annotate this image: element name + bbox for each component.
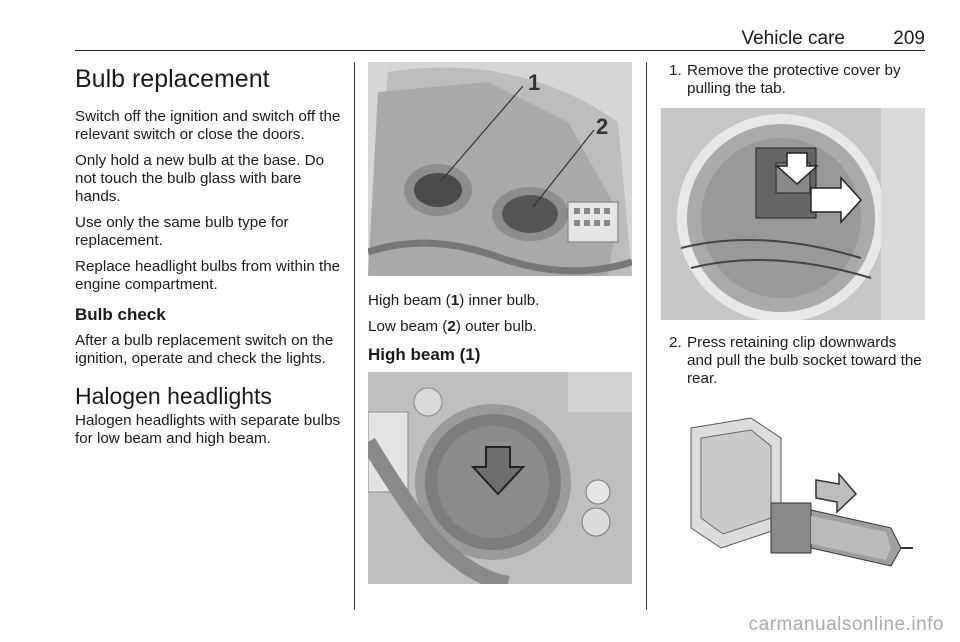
callout-2: 2 bbox=[596, 114, 609, 139]
caption-high-beam: High beam (1) inner bulb. bbox=[368, 292, 540, 309]
column-text bbox=[75, 62, 343, 456]
paragraph-bulb-type: Use only the same bulb type for replacement. bbox=[75, 214, 289, 249]
watermark-text: carmanualsonline.info bbox=[748, 614, 944, 635]
paragraph-hold-bulb: Only hold a new bulb at the base. Do not touch the bulb glass with bare hands. bbox=[75, 152, 325, 205]
column-divider-left bbox=[354, 62, 355, 610]
remove-cover-illustration bbox=[661, 108, 925, 320]
figure-high-beam-cover bbox=[368, 372, 632, 584]
figure-remove-cover bbox=[661, 108, 925, 320]
steps-list bbox=[661, 62, 925, 98]
paragraph-bulb-check: After a bulb replacement switch on the ignition, operate and check the lights. bbox=[75, 332, 334, 367]
page-number: 209 bbox=[893, 28, 925, 49]
figure-headlight-rear bbox=[368, 62, 632, 276]
heading-high-beam: High beam (1) bbox=[368, 345, 481, 364]
step-1: 1. Remove the protective cover by pulling the tab. bbox=[669, 62, 901, 97]
headlight-rear-illustration bbox=[368, 62, 632, 276]
paragraph-halogen: Halogen headlights with separate bulbs for low beam and high beam. bbox=[75, 412, 341, 447]
step-2: 2. Press retaining clip downwards and pull the bulb socket toward the rear. bbox=[669, 334, 922, 387]
high-beam-cover-illustration bbox=[368, 372, 632, 584]
caption-low-beam: Low beam (2) outer bulb. bbox=[368, 318, 537, 335]
section-title: Vehicle care bbox=[741, 28, 845, 49]
heading-halogen-headlights: Halogen headlights bbox=[75, 383, 272, 409]
steps-list-continued bbox=[661, 334, 925, 388]
paragraph-replace-location: Replace headlight bulbs from within the engine compartment. bbox=[75, 258, 341, 293]
callout-1: 1 bbox=[528, 70, 541, 95]
bulb-socket-illustration bbox=[661, 398, 925, 598]
column-figures bbox=[368, 62, 632, 584]
column-divider-right bbox=[646, 62, 647, 610]
page-header bbox=[75, 30, 925, 51]
heading-bulb-check: Bulb check bbox=[75, 305, 166, 324]
paragraph-ignition: Switch off the ignition and switch off the relevant switch or close the doors. bbox=[75, 108, 341, 143]
column-steps bbox=[661, 62, 925, 598]
page-title: Bulb replacement bbox=[75, 65, 270, 93]
figure-pull-socket bbox=[661, 398, 925, 598]
